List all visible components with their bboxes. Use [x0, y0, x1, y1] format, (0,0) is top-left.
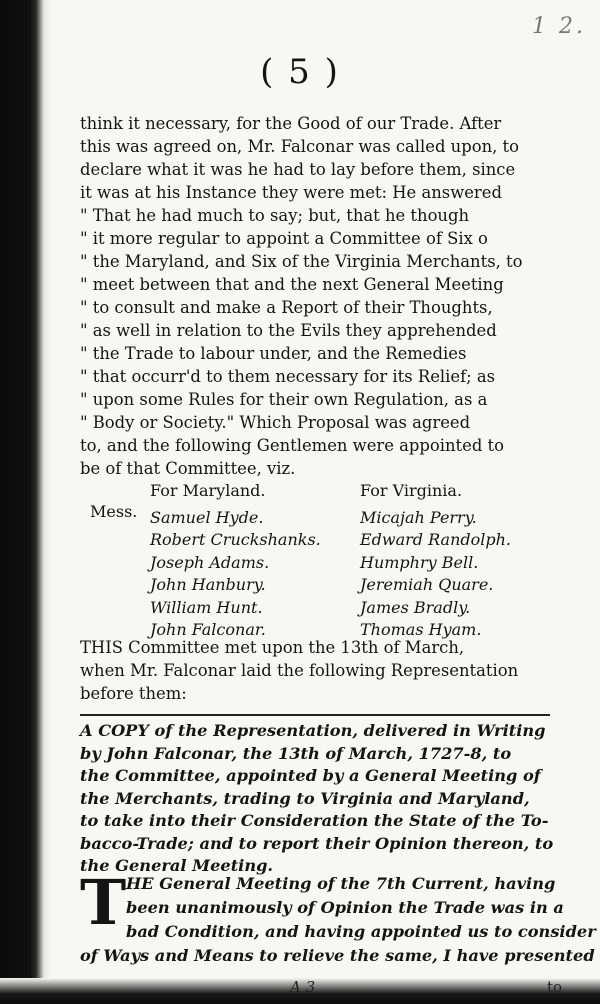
committee-columns: [90, 480, 570, 650]
maryland-column: [150, 480, 350, 642]
virginia-column: [360, 480, 560, 642]
text-line: " Body or Society." Which Proposal was agreed: [80, 413, 471, 432]
book-gutter: [0, 0, 52, 1004]
representation-body: [80, 866, 596, 968]
heading-line: bacco-Trade; and to report their Opinion thereon, to: [80, 833, 554, 853]
text-line: " it more regular to appoint a Committee of Six o: [80, 229, 488, 248]
text-line: it was at his Instance they were met: He answered: [80, 183, 502, 202]
text-line: been unanimously of Opinion the Trade was in a: [126, 898, 564, 917]
heading-line: the Committee, appointed by a General Meeting of: [80, 766, 541, 785]
committee-member-name: Samuel Hyde.: [150, 507, 264, 527]
committee-member-name: John Hanbury.: [150, 575, 266, 594]
text-line: " as well in relation to the Evils they apprehended: [80, 321, 497, 340]
virginia-heading: For Virginia.: [360, 481, 463, 500]
text-line: " to consult and make a Report of their Thoughts,: [80, 298, 493, 317]
text-line: be of that Committee, viz.: [80, 459, 296, 478]
committee-member-name: James Bradly.: [360, 597, 471, 617]
text-line: " the Trade to labour under, and the Remedies: [80, 344, 467, 363]
text-line: bad Condition, and having appointed us to consider: [126, 922, 596, 941]
text-line: " the Maryland, and Six of the Virginia Merchants, to: [80, 252, 523, 271]
text-line: " That he had much to say; but, that he though: [80, 206, 470, 225]
committee-member-name: Thomas Hyam.: [360, 620, 482, 639]
drop-cap: T: [80, 866, 127, 939]
text-line: think it necessary, for the Good of our Trade. After: [80, 114, 502, 133]
heading-line: to take into their Consideration the State of the To-: [80, 811, 549, 830]
text-line: " upon some Rules for their own Regulation, as a: [80, 390, 488, 409]
text-line: this was agreed on, Mr. Falconar was called upon, to: [80, 137, 520, 156]
committee-member-name: Jeremiah Quare.: [360, 575, 494, 594]
text-line: when Mr. Falconar laid the following Representation: [80, 661, 519, 680]
corner-mark: 1 2.: [532, 14, 586, 39]
text-line: to, and the following Gentlemen were appointed to: [80, 436, 505, 455]
text-line: HE General Meeting of the 7th Current, having: [126, 874, 556, 893]
text-line: of Ways and Means to relieve the same, I have presented: [80, 946, 595, 965]
heading-line: the Merchants, trading to Virginia and Maryland,: [80, 788, 530, 808]
heading-line: by John Falconar, the 13th of March, 1727-8, to: [80, 743, 512, 763]
heading-line: the General Meeting.: [80, 856, 274, 875]
maryland-heading: For Maryland.: [150, 481, 266, 500]
body-text: [80, 112, 562, 480]
committee-member-name: Humphry Bell.: [360, 552, 479, 572]
page-number: ( 5 ): [260, 52, 340, 92]
section-rule: [80, 714, 550, 716]
committee-met-paragraph: [80, 636, 562, 705]
text-line: before them:: [80, 684, 187, 703]
text-line: THIS Committee met upon the 13th of March,: [80, 638, 465, 657]
committee-member-name: William Hunt.: [150, 597, 263, 617]
text-line: " that occurr'd to them necessary for its Relief; as: [80, 367, 496, 386]
committee-member-name: Micajah Perry.: [360, 507, 477, 527]
committee-member-name: John Falconar.: [150, 620, 266, 639]
representation-heading: [80, 720, 562, 878]
heading-line: A COPY of the Representation, delivered in Writing: [80, 721, 546, 740]
committee-member-name: Edward Randolph.: [360, 530, 512, 549]
catchword: to: [546, 978, 562, 996]
text-line: " meet between that and the next General Meeting: [80, 275, 504, 294]
committee-member-name: Robert Cruckshanks.: [150, 530, 321, 549]
text-line: declare what it was he had to lay before them, since: [80, 160, 516, 179]
committee-member-name: Joseph Adams.: [150, 552, 270, 572]
signature-mark: A 3: [290, 978, 316, 996]
messrs-label: Mess.: [90, 502, 138, 521]
